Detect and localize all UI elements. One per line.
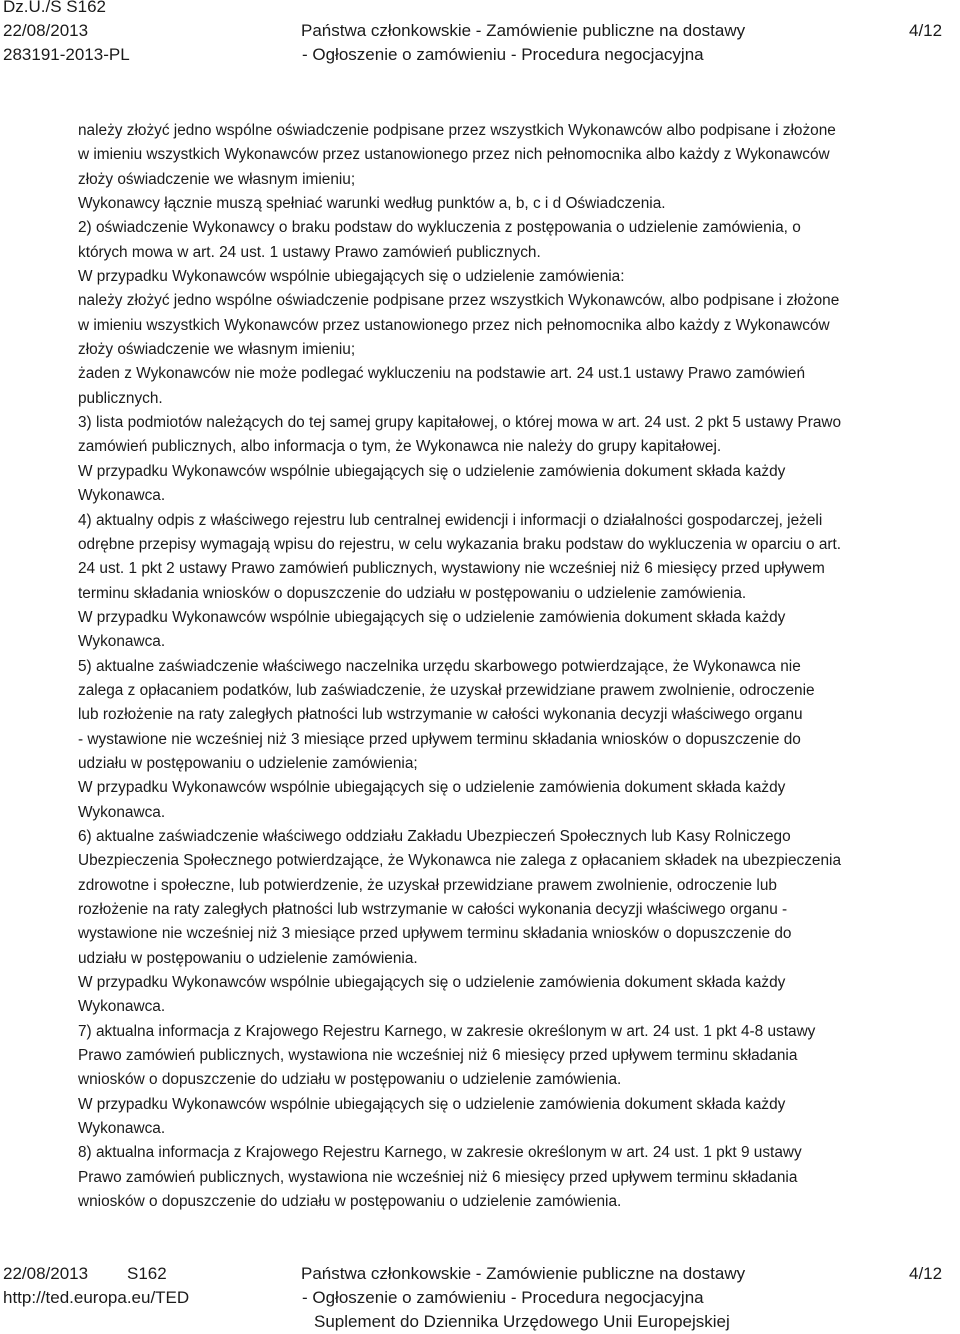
body-text-line: Wykonawca. <box>78 633 166 651</box>
body-text-line: lub rozłożenie na raty zaległych płatności lub wstrzymanie w całości wykonania decyzji właściwego organu <box>78 706 803 724</box>
body-text-line: 8) aktualna informacja z Krajowego Rejestru Karnego, w zakresie określonym w art. 24 ust. 1 pkt 9 ustawy <box>78 1144 802 1162</box>
header-title-line1: Państwa członkowskie - Zamówienie publiczne na dostawy <box>301 21 746 40</box>
body-text-line: zdrowotne i społeczne, lub potwierdzenie, że uzyskał przewidziane prawem zwolnienie, odroczenie lub <box>78 876 777 894</box>
body-text-line: 6) aktualne zaświadczenie właściwego oddziału Zakładu Ubezpieczeń Społecznych lub Kasy Rolniczego <box>78 827 791 845</box>
body-text-line: Wykonawca. <box>78 1120 166 1138</box>
document-body <box>78 119 958 1214</box>
body-text-line: wniosków o dopuszczenie do udziału w postępowaniu o udzielenie zamówienia. <box>78 1193 622 1211</box>
body-text-line: zalega z opłacaniem podatków, lub zaświadczenie, że uzyskał przewidziane prawem zwolnienie, odroczenie <box>78 681 815 699</box>
body-text-line: odrębne przepisy wymagają wpisu do rejestru, w celu wykazania braku podstaw do wykluczenia w oparciu o art. <box>78 535 842 553</box>
body-text-line: publicznych. <box>78 389 163 407</box>
body-text-line: należy złożyć jedno wspólne oświadczenie podpisane przez wszystkich Wykonawców, albo podpisane i złożone <box>78 292 840 310</box>
body-text-line: W przypadku Wykonawców wspólnie ubiegających się o udzielenie zamówienia dokument składa każdy <box>78 974 786 992</box>
body-text-line: Ubezpieczenia Społecznego potwierdzające, że Wykonawca nie zalega z opłacaniem składek na ubezpieczenia <box>78 852 842 870</box>
notice-id: 283191-2013-PL <box>3 45 130 64</box>
body-text-line: - wystawione nie wcześniej niż 3 miesiące przed upływem terminu składania wniosków o dopuszczenie do <box>78 730 801 748</box>
footer-url-link[interactable]: http://ted.europa.eu/TED <box>3 1288 190 1307</box>
body-text-line: zamówień publicznych, albo informacja o tym, że Wykonawca nie należy do grupy kapitałowej. <box>78 438 722 456</box>
body-text-line: wystawione nie wcześniej niż 3 miesiące przed upływem terminu składania wniosków o dopuszczenie do <box>78 925 792 943</box>
body-text-line: Wykonawcy łącznie muszą spełniać warunki według punktów a, b, c i d Oświadczenia. <box>78 195 666 213</box>
body-text-line: 4) aktualny odpis z właściwego rejestru lub centralnej ewidencji i informacji o działalności gospodarczej, jeżeli <box>78 511 823 529</box>
body-text-line: terminu składania wniosków o dopuszczenie do udziału w postępowaniu o udzielenie zamówienia. <box>78 584 747 602</box>
body-text-line: należy złożyć jedno wspólne oświadczenie podpisane przez wszystkich Wykonawców albo podpisane i złożone <box>78 122 836 139</box>
footer-title-line1: Państwa członkowskie - Zamówienie publiczne na dostawy <box>301 1264 746 1283</box>
footer-page-number: 4/12 <box>909 1264 943 1283</box>
footer-title-line3: Suplement do Dziennika Urzędowego Unii Europejskiej <box>314 1312 730 1331</box>
body-text-line: rozłożenie na raty zaległych płatności lub wstrzymanie w całości wykonania decyzji właściwego organu - <box>78 901 788 918</box>
body-text-line: W przypadku Wykonawców wspólnie ubiegających się o udzielenie zamówienia dokument składa każdy <box>78 1095 786 1113</box>
body-text-line: Wykonawca. <box>78 998 166 1016</box>
body-text-line: 24 ust. 1 pkt 2 ustawy Prawo zamówień publicznych, wystawiony nie wcześniej niż 6 miesięcy przed upływem <box>78 560 825 578</box>
body-text-line: Wykonawca. <box>78 487 166 505</box>
journal-reference: Dz.U./S S162 <box>3 0 106 16</box>
header-title-line2: - Ogłoszenie o zamówieniu - Procedura negocjacyjna <box>302 45 704 64</box>
body-text-line: W przypadku Wykonawców wspólnie ubiegających się o udzielenie zamówienia dokument składa każdy <box>78 779 786 797</box>
header-date: 22/08/2013 <box>3 21 89 40</box>
footer-issue: S162 <box>127 1264 167 1283</box>
body-text-line: W przypadku Wykonawców wspólnie ubiegających się o udzielenie zamówienia dokument składa każdy <box>78 608 786 626</box>
body-text-line: W przypadku Wykonawców wspólnie ubiegających się o udzielenie zamówienia dokument składa każdy <box>78 462 786 480</box>
footer-date: 22/08/2013 <box>3 1264 89 1283</box>
header-page-number: 4/12 <box>909 21 943 40</box>
body-text-line: W przypadku Wykonawców wspólnie ubiegających się o udzielenie zamówienia: <box>78 268 625 286</box>
body-text-line: 3) lista podmiotów należących do tej samej grupy kapitałowej, o której mowa w art. 24 ust. 2 pkt 5 ustawy Prawo <box>78 414 842 432</box>
body-text-line: złoży oświadczenie we własnym imieniu; <box>78 341 356 359</box>
body-text-line: żaden z Wykonawców nie może podlegać wykluczeniu na podstawie art. 24 ust.1 ustawy Prawo zamówień <box>78 365 806 383</box>
body-text-line: udziału w postępowaniu o udzielenie zamówienia. <box>78 949 418 967</box>
body-text-line: Wykonawca. <box>78 803 166 821</box>
body-text-line: 7) aktualna informacja z Krajowego Rejestru Karnego, w zakresie określonym w art. 24 ust. 1 pkt 4-8 ustawy <box>78 1022 816 1040</box>
body-text-line: wniosków o dopuszczenie do udziału w postępowaniu o udzielenie zamówienia. <box>78 1071 622 1089</box>
body-text-line: których mowa w art. 24 ust. 1 ustawy Prawo zamówień publicznych. <box>78 243 541 261</box>
body-text-line: złoży oświadczenie we własnym imieniu; <box>78 170 356 188</box>
body-text-line: 2) oświadczenie Wykonawcy o braku podstaw do wykluczenia z postępowania o udzielenie zamówienia, o <box>78 219 801 237</box>
body-text-line: udziału w postępowaniu o udzielenie zamówienia; <box>78 754 418 772</box>
body-text-line: Prawo zamówień publicznych, wystawiona nie wcześniej niż 6 miesięcy przed upływem terminu składania <box>78 1168 798 1186</box>
body-text-line: w imieniu wszystkich Wykonawców przez ustanowionego przez nich pełnomocnika albo każdy z Wykonawców <box>78 146 830 164</box>
body-text-line: 5) aktualne zaświadczenie właściwego naczelnika urzędu skarbowego potwierdzające, że Wykonawca nie <box>78 657 801 675</box>
body-text-line: w imieniu wszystkich Wykonawców przez ustanowionego przez nich pełnomocnika albo każdy z Wykonawców <box>78 316 830 334</box>
footer-title-line2: - Ogłoszenie o zamówieniu - Procedura negocjacyjna <box>302 1288 704 1307</box>
body-text-line: Prawo zamówień publicznych, wystawiona nie wcześniej niż 6 miesięcy przed upływem terminu składania <box>78 1047 798 1065</box>
